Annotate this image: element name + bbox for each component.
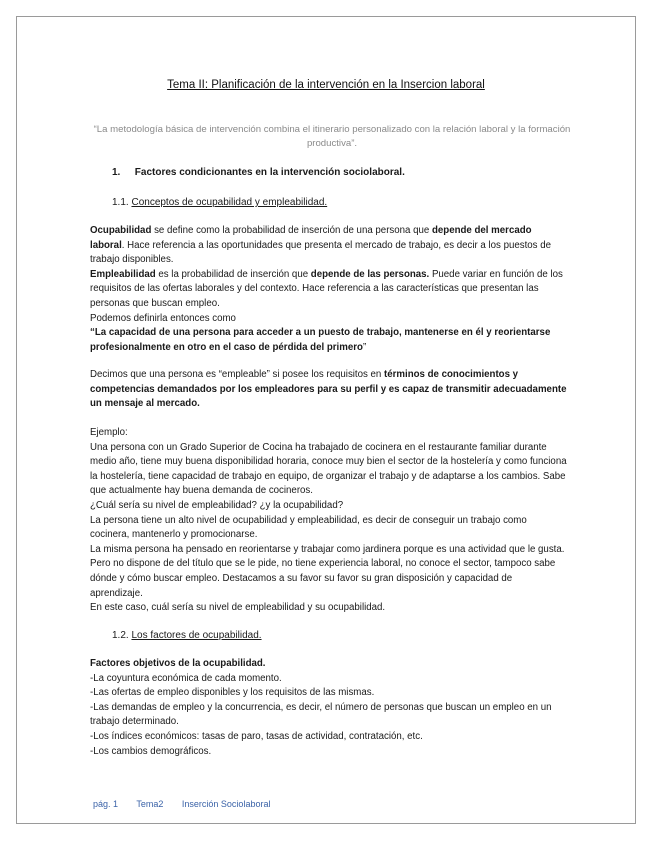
subsection-title: Conceptos de ocupabilidad y empleabilidad. [131,197,328,208]
emphasis-text: depende de las personas. [310,268,430,280]
text-run: Decimos que una persona es “empleable” si posee los requisitos en [90,369,385,380]
section-title: Factores condicionantes en la intervención sociolaboral. [134,167,405,178]
text-run: Puede variar en función de los requisitos de las ofertas laborales y del contexto. Hace referencia a las características que presentan las personas que buscan empleo. [90,268,563,309]
example-answer: La persona tiene un alto nivel de ocupabilidad y empleabilidad, es decir de conseguir un trabajo como cocinera, mantenerlo y promocionarse. [90,514,527,541]
ocupabilidad-paragraph [90,224,567,268]
factors-block [90,657,567,759]
subsection-heading-1-2 [112,630,262,641]
section-heading-1 [112,167,405,178]
page-number: pág. 1 [93,799,119,809]
podemos-line: Podemos definirla entonces como [90,312,236,324]
example-question: ¿Cuál sería su nivel de empleabilidad? ¿y la ocupabilidad? [90,499,344,511]
example-paragraph: Una persona con un Grado Superior de Cocina ha trabajado de cocinera en el restaurante familiar durante medio año, tiene muy buena disponibilidad horaria, conoce muy bien el sector de la hostelería y como funciona la hostelería, tiene capacidad de trabajo en equipo, de organizar el trabajo y de adaptarse a los cambios. Sabe que actualmente hay buena demanda de cocineros. [90,441,567,497]
footer-document-name: Inserción Sociolaboral [181,799,271,809]
list-item: -Los índices económicos: tasas de paro, tasas de actividad, contratación, etc. [90,730,423,742]
empleabilidad-paragraph [90,268,567,312]
text-run: ” [362,341,367,353]
text-run: es la probabilidad de inserción que [155,268,311,280]
subsection-heading-1-1 [112,197,327,208]
emphasis-text: depende del mercado laboral [90,225,532,251]
emphasis-text: “La capacidad de una persona para acceder a un puesto de trabajo, mantenerse en él y reorientarse profesionalmente en otro en el caso de pérdida del primero [90,327,551,353]
page-footer [93,799,286,809]
definitions-block [90,224,567,355]
subsection-number: 1.2. [112,630,129,641]
document-page [16,16,636,824]
factors-heading: Factores objetivos de la ocupabilidad. [90,658,266,669]
emphasis-text: términos de conocimientos y competencias demandados por los empleadores para su perfil y es capaz de transmitir adecuadamente un mensaje al mercado. [90,369,567,410]
text-run: se define como la probabilidad de inserción de una persona que [151,225,432,236]
term-ocupabilidad: Ocupabilidad [90,225,152,236]
page-title: Tema II: Planificación de la intervención en la Insercion laboral [167,79,485,91]
list-item: -La coyuntura económica de cada momento. [90,672,282,684]
list-item: -Las demandas de empleo y la concurrencia, es decir, el número de personas que buscan un empleo en un trabajo determinado. [90,701,552,728]
text-run: . Hace referencia a las oportunidades que presenta el mercado de trabajo, es decir a los puestos de trabajo disponibles. [90,239,551,266]
example-label: Ejemplo: [90,427,128,438]
paragraph [90,368,567,412]
capacity-definition [90,326,567,355]
empleable-paragraph [90,368,567,412]
subsection-number: 1.1. [112,197,129,208]
footer-tema: Tema2 [136,799,164,809]
subsection-title: Los factores de ocupabilidad. [131,630,262,641]
example-block [90,426,567,616]
section-number: 1. [112,167,121,178]
example-paragraph: La misma persona ha pensado en reorientarse y trabajar como jardinera porque es una actividad que le gusta. Pero no dispone de del título que se le pide, no tiene experiencia laboral, no conoce el sector, tampoco sabe dónde y cómo buscar empleo. Destacamos a su favor su favor su gran disposición y capacidad de aprendizaje. [90,543,565,599]
term-empleabilidad: Empleabilidad [90,268,156,280]
example-question: En este caso, cuál sería su nivel de empleabilidad y su ocupabilidad. [90,602,386,614]
list-item: -Las ofertas de empleo disponibles y los requisitos de las mismas. [90,687,375,699]
epigraph-quote: “La metodología básica de intervención combina el itinerario personalizado con la relación laboral y la formación productiva”. [93,124,571,149]
list-item: -Los cambios demográficos. [90,745,212,757]
